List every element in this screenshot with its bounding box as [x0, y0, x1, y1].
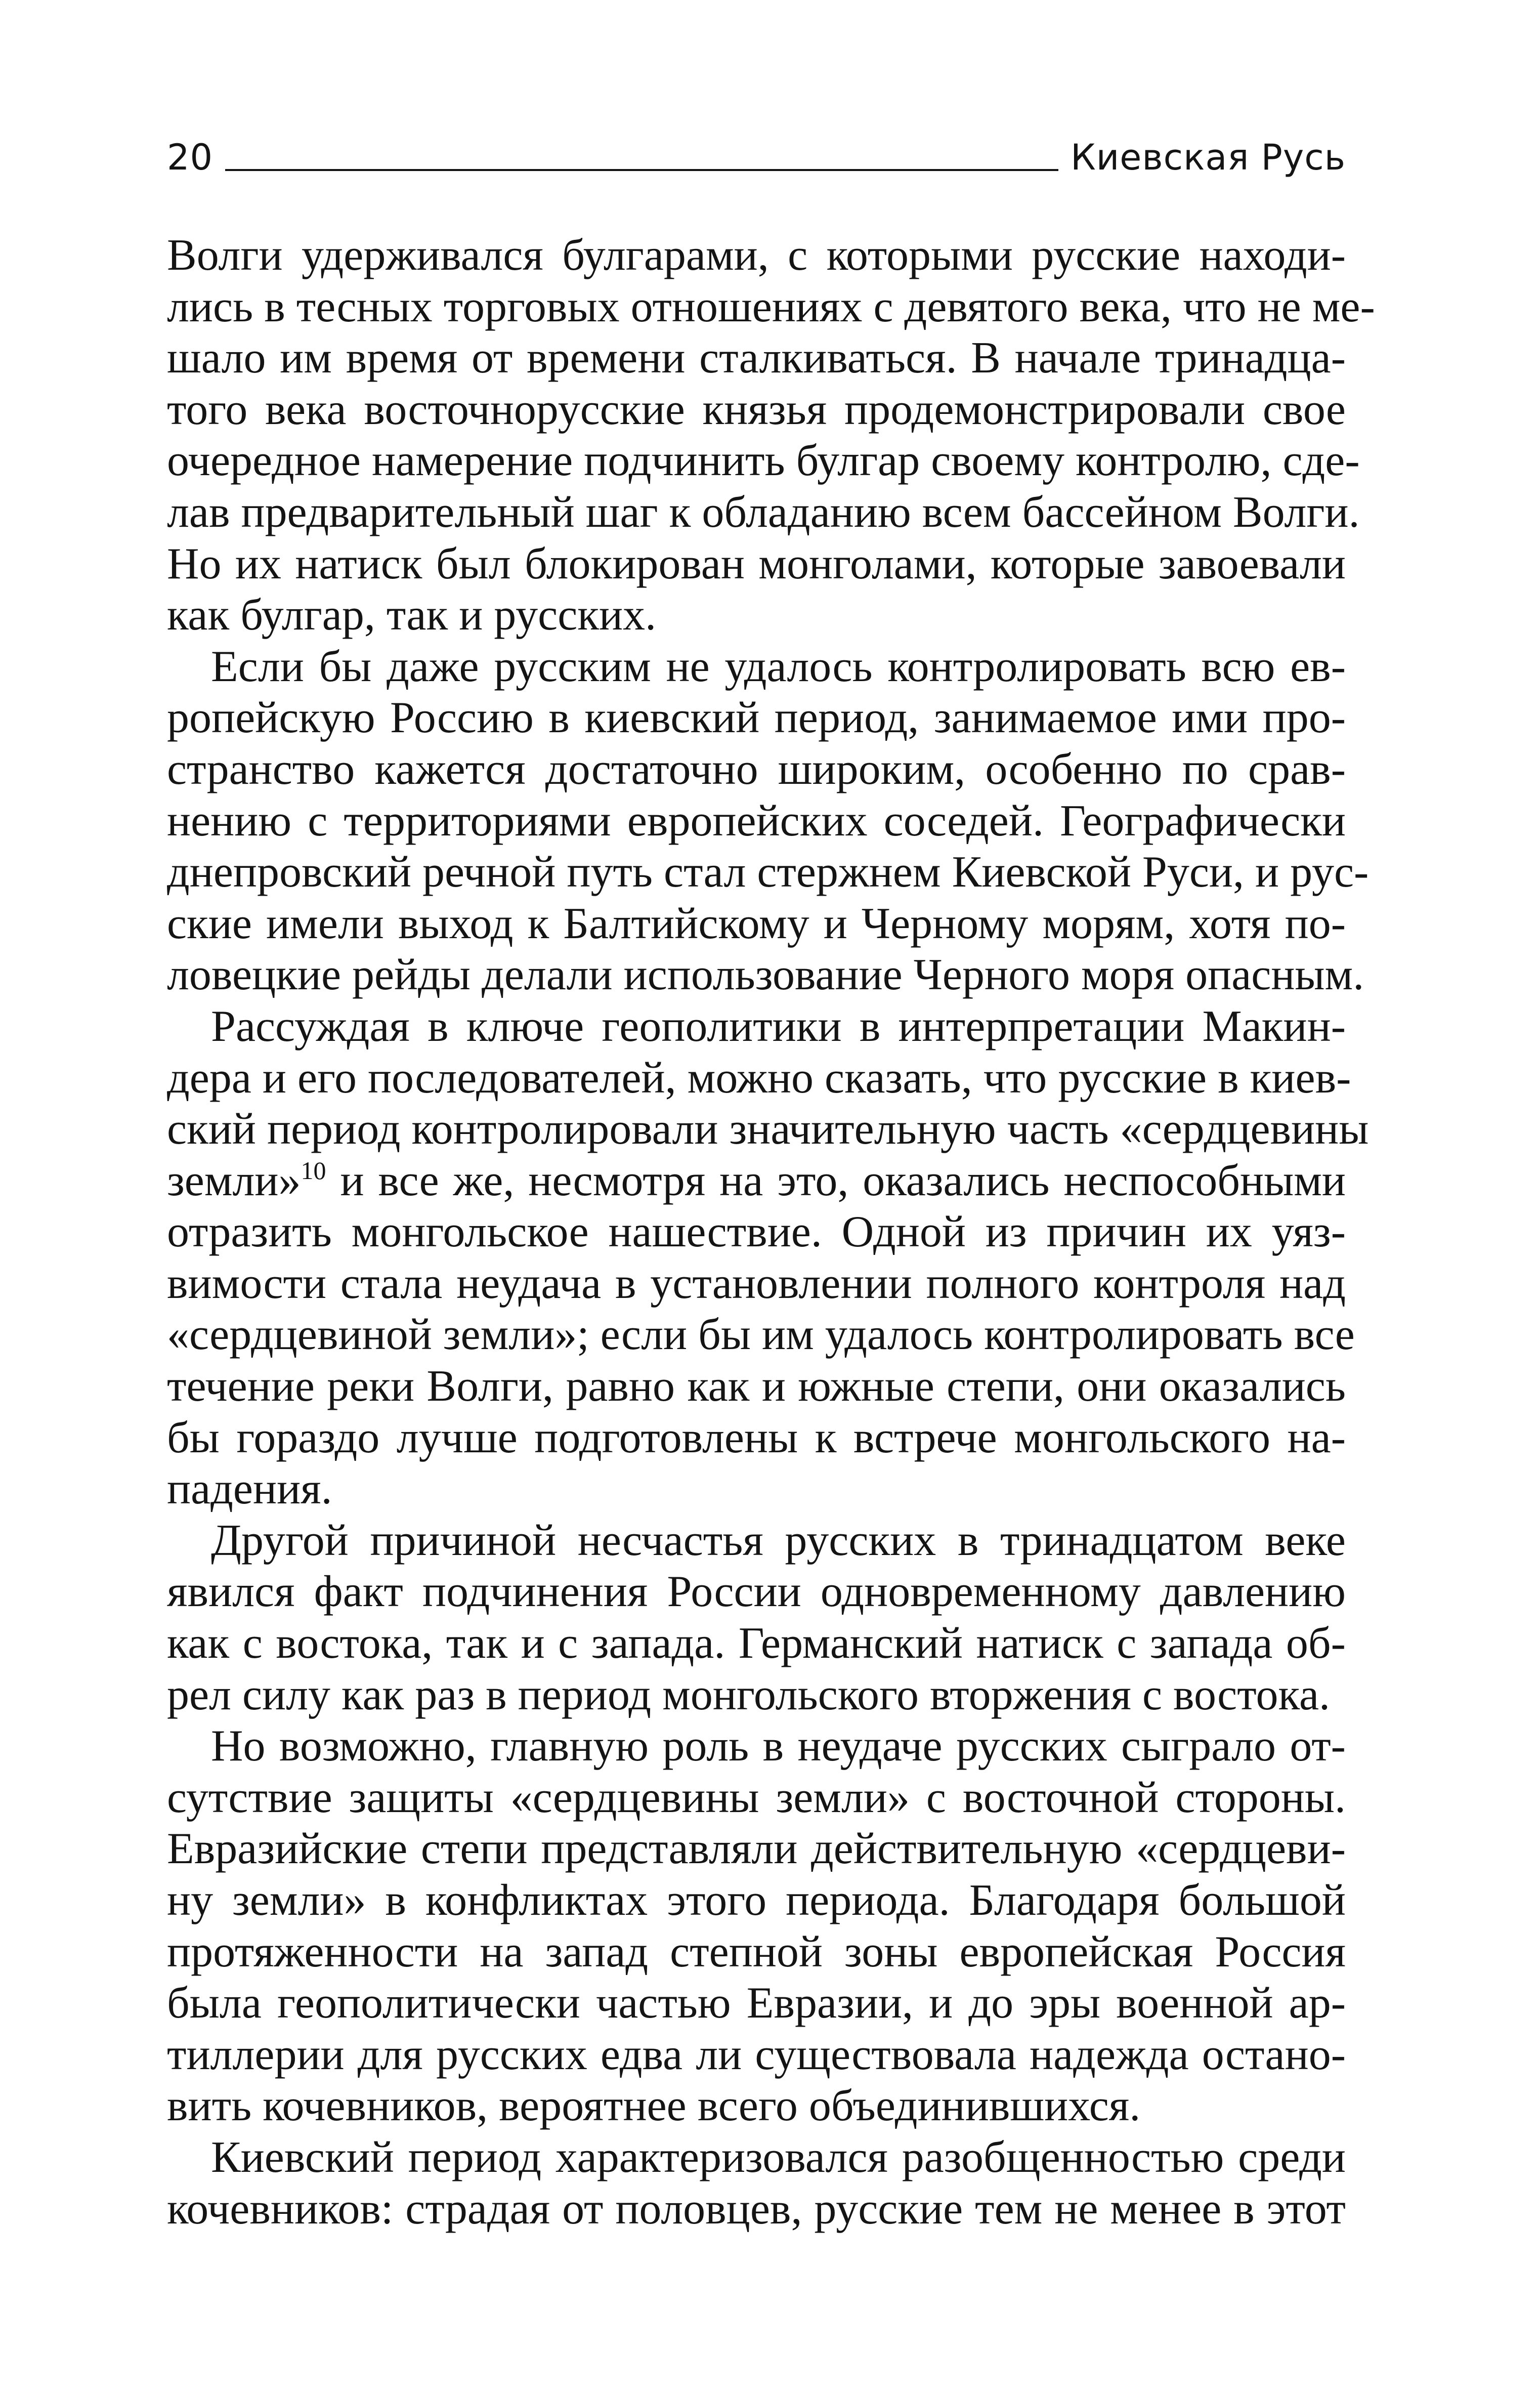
footnote-line-end: и все же, несмотря на это, оказались неспособными: [326, 1156, 1346, 1205]
text-line: Евразийские степи представляли действительную «сердцеви-: [167, 1824, 1346, 1874]
book-page: [167, 127, 1375, 2235]
paragraph: [167, 1720, 1346, 2132]
paragraph: [167, 230, 1375, 641]
text-line: ские имели выход к Балтийскому и Черному морям, хотя по-: [167, 899, 1346, 948]
text-line: как с востока, так и с запада. Германский натиск с запада об-: [167, 1619, 1346, 1668]
text-line: ну земли» в конфликтах этого периода. Благодаря большой: [167, 1876, 1346, 1925]
text-line: Киевский период характеризовался разобщенностью среди: [211, 2132, 1346, 2182]
text-line: нению с территориями европейских соседей. Географически: [167, 796, 1346, 846]
text-line: того века восточнорусские князья продемонстрировали свое: [167, 385, 1346, 434]
running-head: [167, 127, 1346, 178]
text-line: днепровский речной путь стал стержнем Киевской Руси, и рус-: [167, 848, 1369, 897]
text-line: ловецкие рейды делали использование Черного моря опасным.: [167, 950, 1364, 1000]
paragraph: [167, 641, 1369, 1001]
text-line: лав предварительный шаг к обладанию всем бассейном Волги.: [167, 487, 1360, 537]
text-line: вимости стала неудача в установлении полного контроля над: [167, 1258, 1346, 1308]
text-line: Если бы даже русским не удалось контролировать всю ев-: [211, 642, 1346, 691]
text-line: ский период контролировали значительную часть «сердцевины: [167, 1105, 1369, 1154]
header-rule: [225, 169, 1058, 171]
text-line: как булгар, так и русских.: [167, 591, 657, 640]
text-line: лись в тесных торговых отношениях с девятого века, что не ме-: [167, 282, 1375, 331]
paragraph: [167, 1001, 1369, 1515]
footnote-line-start: земли»: [167, 1156, 301, 1205]
text-line: рел силу как раз в период монгольского вторжения с востока.: [167, 1670, 1330, 1719]
paragraph: [167, 1515, 1346, 1720]
text-line: падения.: [167, 1464, 332, 1514]
text-line: «сердцевиной земли»; если бы им удалось контролировать все: [167, 1310, 1355, 1360]
text-line: странство кажется достаточно широким, особенно по срав-: [167, 744, 1346, 794]
text-line: шало им время от времени сталкиваться. В начале тринадца-: [167, 333, 1346, 383]
text-line: Но их натиск был блокирован монголами, которые завоевали: [167, 539, 1346, 589]
text-line: протяженности на запад степной зоны европейская Россия: [167, 1927, 1346, 1977]
text-line: течение реки Волги, равно как и южные степи, они оказались: [167, 1362, 1346, 1411]
text-line: Но возможно, главную роль в неудаче русских сыграло от-: [211, 1721, 1346, 1771]
text-line: ропейскую Россию в киевский период, занимаемое ими про-: [167, 693, 1346, 743]
text-line: явился факт подчинения России одновременному давлению: [167, 1567, 1346, 1617]
text-line: была геополитически частью Евразии, и до эры военной ар-: [167, 1979, 1346, 2028]
text-line: отразить монгольское нашествие. Одной из причин их уяз-: [167, 1207, 1346, 1257]
text-line: вить кочевников, вероятнее всего объединившихся.: [167, 2081, 1141, 2131]
text-line: Рассуждая в ключе геополитики в интерпретации Макин-: [211, 1001, 1346, 1051]
text-line: Другой причиной несчастья русских в тринадцатом веке: [211, 1516, 1346, 1565]
body-text: [167, 230, 1375, 2235]
running-title: Киевская Русь: [1071, 137, 1346, 178]
text-line-with-footnote: [167, 1155, 1346, 1207]
text-line: бы гораздо лучше подготовлены к встрече монгольского на-: [167, 1413, 1346, 1462]
text-line: тиллерии для русских едва ли существовала надежда остано-: [167, 2030, 1346, 2079]
footnote-reference[interactable]: 10: [301, 1156, 326, 1185]
text-line: кочевников: страдая от половцев, русские тем не менее в этот: [167, 2184, 1346, 2234]
text-line: дера и его последователей, можно сказать, что русские в киев-: [167, 1053, 1351, 1103]
text-line: очередное намерение подчинить булгар своему контролю, сде-: [167, 436, 1360, 486]
text-line: сутствие защиты «сердцевины земли» с восточной стороны.: [167, 1773, 1346, 1822]
paragraph: [167, 2132, 1346, 2235]
text-line: Волги удерживался булгарами, с которыми русские находи-: [167, 231, 1346, 280]
page-number: 20: [167, 137, 213, 178]
